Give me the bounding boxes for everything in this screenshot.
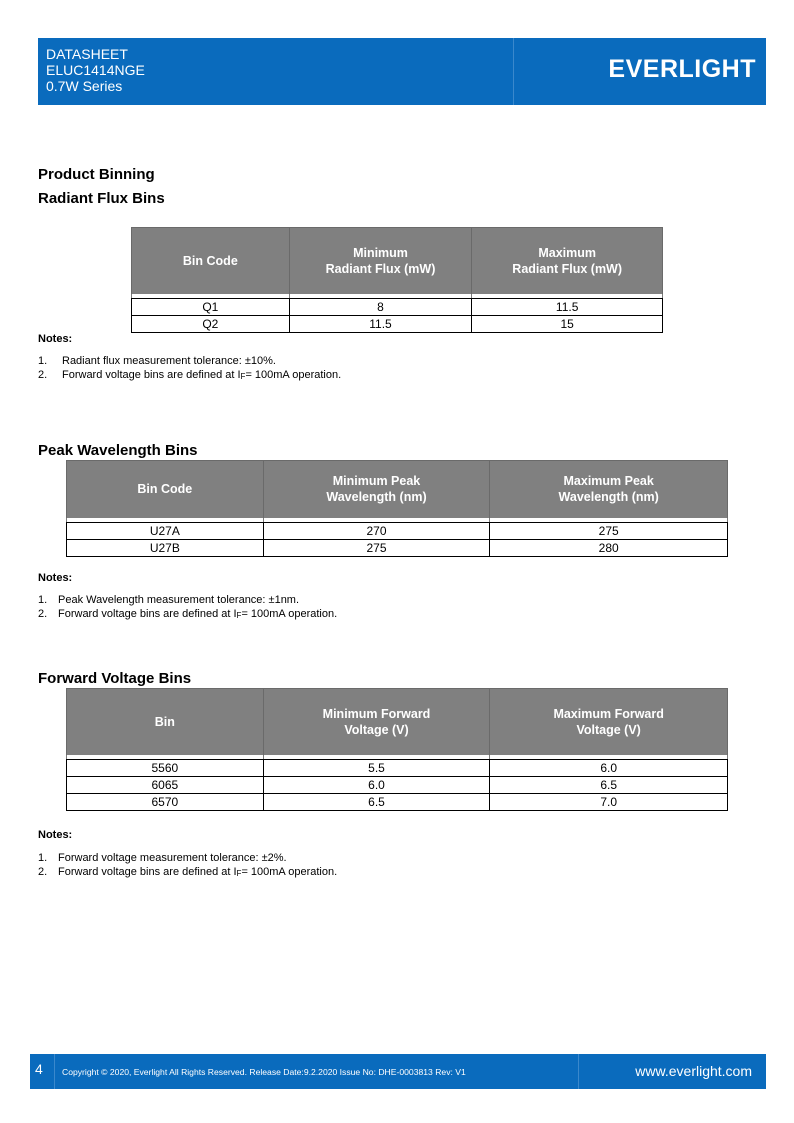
notes-title: Notes:: [38, 829, 73, 841]
table-row: U27A 270 275: [67, 523, 728, 540]
radiant-flux-table: [131, 227, 663, 333]
website-link[interactable]: www.everlight.com: [635, 1063, 752, 1079]
voltage-title: Forward Voltage Bins: [38, 670, 192, 687]
footer-divider: [578, 1054, 579, 1089]
header-bin: Bin: [67, 689, 264, 755]
table-row: 6570 6.5 7.0: [67, 794, 728, 811]
note-item: 2. Forward voltage bins are defined at $I_F= 100mA$ operation.: [38, 866, 338, 878]
wavelength-table: [66, 460, 728, 557]
doc-type: DATASHEET: [46, 46, 128, 62]
header-min: Minimum Radiant Flux (mW): [289, 228, 472, 294]
header-bin-code: Bin Code: [67, 461, 264, 518]
radiant-title: Radiant Flux Bins: [38, 190, 165, 207]
table-row: U27B 275 280: [67, 540, 728, 557]
header-max: Maximum Radiant Flux (mW): [472, 228, 663, 294]
note-item: 2. Forward voltage bins are defined at $I_F= 100mA$ operation.: [38, 369, 342, 381]
notes-title: Notes:: [38, 333, 73, 345]
table-row: Q2 11.5 15: [132, 316, 663, 333]
wavelength-title: Peak Wavelength Bins: [38, 442, 198, 459]
wavelength-notes: [38, 593, 337, 623]
series-name: 0.7W Series: [46, 78, 123, 94]
note-item: 1. Peak Wavelength measurement tolerance: ±1nm.: [38, 594, 300, 606]
copyright-text: Copyright © 2020, Everlight All Rights Reserved. Release Date:9.2.2020 Issue No: DHE-0003813 Rev: V1: [62, 1067, 466, 1077]
header-max: Maximum Forward Voltage (V): [490, 689, 728, 755]
document-header: [38, 38, 766, 105]
header-min: Minimum Peak Wavelength (nm): [263, 461, 490, 518]
page-number: 4: [35, 1061, 43, 1077]
note-item: 1. Forward voltage measurement tolerance: ±2%.: [38, 852, 287, 864]
document-footer: [30, 1054, 766, 1089]
voltage-notes: [38, 851, 337, 881]
header-info: [46, 46, 145, 94]
note-item: 1. Radiant flux measurement tolerance: ±10%.: [38, 355, 276, 367]
footer-divider: [54, 1054, 55, 1089]
header-min: Minimum Forward Voltage (V): [263, 689, 490, 755]
notes-title: Notes:: [38, 572, 73, 584]
section-title: Product Binning: [38, 166, 155, 183]
header-bin-code: Bin Code: [132, 228, 290, 294]
table-row: 5560 5.5 6.0: [67, 760, 728, 777]
voltage-table: [66, 688, 728, 811]
everlight-logo: EVERLIGHT: [608, 55, 756, 83]
header-max: Maximum Peak Wavelength (nm): [490, 461, 728, 518]
header-divider: [513, 38, 514, 105]
note-item: 2. Forward voltage bins are defined at $I_F= 100mA$ operation.: [38, 608, 338, 620]
part-number: ELUC1414NGE: [46, 62, 145, 78]
radiant-notes: [38, 354, 341, 384]
table-row: 6065 6.0 6.5: [67, 777, 728, 794]
table-row: Q1 8 11.5: [132, 299, 663, 316]
